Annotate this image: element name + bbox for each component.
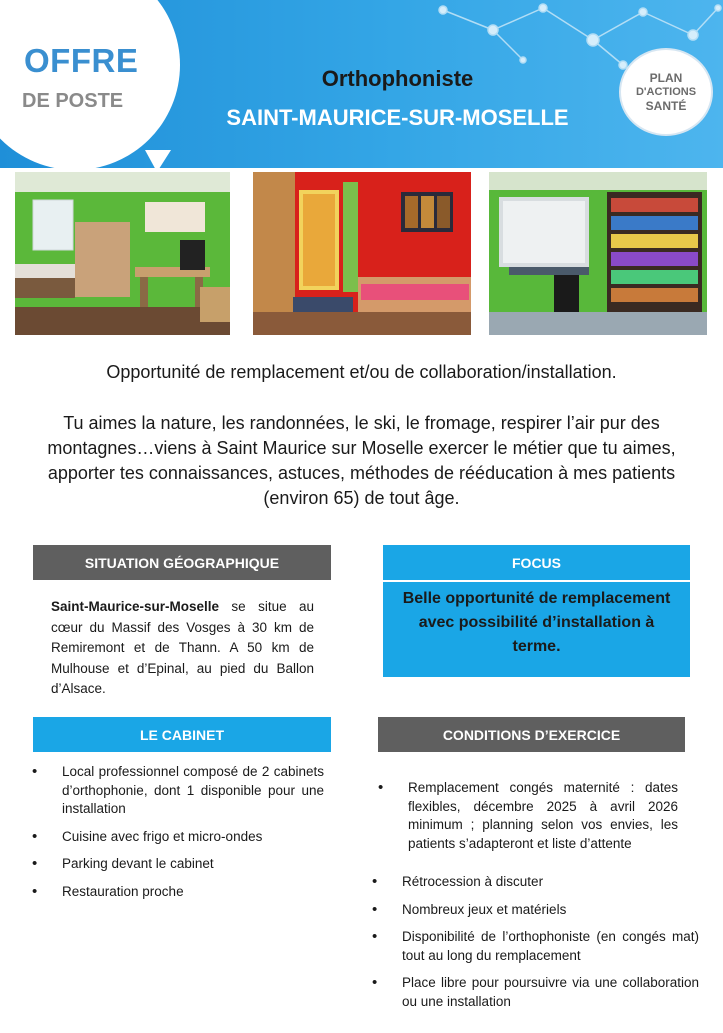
list-item: • Restauration proche xyxy=(32,883,324,902)
de-poste-label: DE POSTE xyxy=(22,90,124,112)
intro-opportunity: Opportunité de remplacement et/ou de collaboration/installation. xyxy=(106,362,617,382)
conditions-list-first xyxy=(378,779,678,853)
badge-plan: PLAN xyxy=(649,71,683,85)
focus-heading: FOCUS xyxy=(383,545,690,580)
situation-town: Saint-Maurice-sur-Moselle xyxy=(51,599,220,614)
cabinet-photo-2 xyxy=(253,172,471,335)
list-item: • Nombreux jeux et matériels xyxy=(372,901,699,920)
badge-dactions: D'ACTIONS xyxy=(635,86,697,98)
intro-paragraph-line-2: montagnes…viens à Saint Maurice sur Moselle exercer le métier que tu aimes, xyxy=(47,438,676,458)
situation-description: se situe au cœur du Massif des Vosges à 30 km de Remiremont et de Thann. A 50 km de Mulhouse et d’Epinal, au pied du Ballon d’Alsace. xyxy=(51,599,314,696)
conditions-heading: CONDITIONS D’EXERCICE xyxy=(378,717,685,752)
speech-bubble-tail xyxy=(145,150,171,172)
city-title: SAINT-MAURICE-SUR-MOSELLE xyxy=(226,105,569,130)
list-item: • Place libre pour poursuivre via une collaboration ou une installation xyxy=(372,974,699,1011)
list-item: • Disponibilité de l’orthophoniste (en congés mat) tout au long du remplacement xyxy=(372,928,699,965)
situation-text xyxy=(51,597,314,700)
cabinet-list xyxy=(32,763,324,901)
list-item: • Local professionnel composé de 2 cabinets d’orthophonie, dont 1 disponible pour une installation xyxy=(32,763,324,819)
badge-sante: SANTÉ xyxy=(645,99,687,113)
job-title: Orthophoniste xyxy=(321,66,474,91)
intro-paragraph-line-3: apporter tes connaissances, astuces, méthodes de rééducation à mes patients xyxy=(47,463,676,483)
conditions-list xyxy=(372,873,699,1011)
focus-box xyxy=(383,580,690,677)
list-item: • Remplacement congés maternité : dates flexibles, décembre 2025 à avril 2026 minimum ; planning selon vos envies, les patients s’adapteront et liste d’attente xyxy=(378,779,678,853)
situation-heading: SITUATION GÉOGRAPHIQUE xyxy=(33,545,331,580)
plan-actions-sante-logo xyxy=(619,48,713,136)
intro-paragraph-line-1: Tu aimes la nature, les randonnées, le ski, le fromage, respirer l’air pur des xyxy=(63,413,660,433)
offre-label: OFFRE xyxy=(24,42,139,79)
intro-paragraph-line-4: (environ 65) de tout âge. xyxy=(263,488,460,508)
cabinet-photo-3 xyxy=(489,172,707,335)
header-banner xyxy=(0,0,723,168)
list-item: • Parking devant le cabinet xyxy=(32,855,324,874)
list-item: • Cuisine avec frigo et micro-ondes xyxy=(32,828,324,847)
list-item: • Rétrocession à discuter xyxy=(372,873,699,892)
focus-text: Belle opportunité de remplacement avec possibilité d’installation à terme. xyxy=(402,590,671,655)
cabinet-photo-1 xyxy=(15,172,230,335)
cabinet-heading: LE CABINET xyxy=(33,717,331,752)
